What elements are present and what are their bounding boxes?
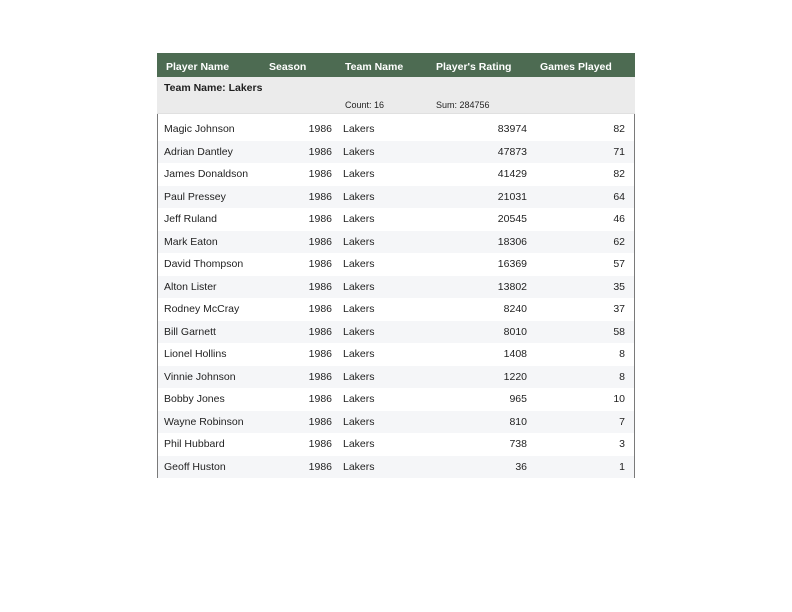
cell-season: 1986 bbox=[308, 123, 332, 136]
cell-rating: 21031 bbox=[497, 190, 527, 203]
cell-rating: 20545 bbox=[497, 213, 527, 226]
cell-season: 1986 bbox=[308, 415, 332, 428]
cell-player-name: Alton Lister bbox=[164, 280, 217, 293]
cell-player-name: Bobby Jones bbox=[164, 393, 225, 406]
cell-season: 1986 bbox=[308, 438, 332, 451]
table-row[interactable] bbox=[158, 186, 634, 209]
cell-team-name: Lakers bbox=[343, 438, 375, 451]
cell-team-name: Lakers bbox=[343, 280, 375, 293]
cell-rating: 36 bbox=[515, 460, 527, 473]
cell-season: 1986 bbox=[308, 280, 332, 293]
cell-rating: 1408 bbox=[503, 348, 527, 361]
cell-season: 1986 bbox=[308, 348, 332, 361]
report-table bbox=[157, 53, 635, 478]
table-body bbox=[157, 114, 635, 478]
group-sum: Sum: 284756 bbox=[436, 100, 490, 110]
header-row bbox=[157, 53, 635, 77]
cell-team-name: Lakers bbox=[343, 123, 375, 136]
cell-season: 1986 bbox=[308, 393, 332, 406]
group-title: Team Name: Lakers bbox=[164, 82, 263, 94]
cell-player-name: Geoff Huston bbox=[164, 460, 226, 473]
cell-team-name: Lakers bbox=[343, 190, 375, 203]
cell-rating: 16369 bbox=[497, 258, 527, 271]
cell-season: 1986 bbox=[308, 325, 332, 338]
cell-player-name: David Thompson bbox=[164, 258, 244, 271]
cell-team-name: Lakers bbox=[343, 213, 375, 226]
cell-season: 1986 bbox=[308, 460, 332, 473]
table-row[interactable] bbox=[158, 343, 634, 366]
cell-team-name: Lakers bbox=[343, 303, 375, 316]
cell-rating: 1220 bbox=[503, 370, 527, 383]
cell-player-name: Vinnie Johnson bbox=[164, 370, 236, 383]
cell-season: 1986 bbox=[308, 168, 332, 181]
cell-player-name: Lionel Hollins bbox=[164, 348, 227, 361]
cell-season: 1986 bbox=[308, 258, 332, 271]
table-row[interactable] bbox=[158, 411, 634, 434]
group-count: Count: 16 bbox=[345, 100, 385, 110]
cell-team-name: Lakers bbox=[343, 415, 375, 428]
cell-rating: 41429 bbox=[497, 168, 527, 181]
cell-games-played: 57 bbox=[613, 258, 625, 271]
cell-player-name: Phil Hubbard bbox=[164, 438, 225, 451]
cell-games-played: 82 bbox=[613, 123, 625, 136]
table-row[interactable] bbox=[158, 231, 634, 254]
column-header-player-name[interactable]: Player Name bbox=[166, 61, 230, 73]
cell-player-name: Bill Garnett bbox=[164, 325, 216, 338]
cell-player-name: Adrian Dantley bbox=[164, 145, 233, 158]
cell-team-name: Lakers bbox=[343, 348, 375, 361]
table-row[interactable] bbox=[158, 141, 634, 164]
cell-team-name: Lakers bbox=[343, 145, 375, 158]
cell-games-played: 10 bbox=[613, 393, 625, 406]
column-header-rating[interactable]: Player's Rating bbox=[436, 61, 512, 73]
cell-rating: 13802 bbox=[497, 280, 527, 293]
cell-team-name: Lakers bbox=[343, 168, 375, 181]
cell-games-played: 71 bbox=[613, 145, 625, 158]
cell-games-played: 58 bbox=[613, 325, 625, 338]
table-row[interactable] bbox=[158, 253, 634, 276]
table-row[interactable] bbox=[158, 366, 634, 389]
cell-player-name: Wayne Robinson bbox=[164, 415, 244, 428]
table-row[interactable] bbox=[158, 298, 634, 321]
cell-games-played: 62 bbox=[613, 235, 625, 248]
table-row[interactable] bbox=[158, 321, 634, 344]
cell-games-played: 82 bbox=[613, 168, 625, 181]
cell-season: 1986 bbox=[308, 370, 332, 383]
cell-games-played: 8 bbox=[619, 348, 625, 361]
cell-player-name: Mark Eaton bbox=[164, 235, 218, 248]
cell-team-name: Lakers bbox=[343, 460, 375, 473]
cell-team-name: Lakers bbox=[343, 325, 375, 338]
cell-season: 1986 bbox=[308, 145, 332, 158]
table-row[interactable] bbox=[158, 456, 634, 479]
cell-games-played: 46 bbox=[613, 213, 625, 226]
cell-season: 1986 bbox=[308, 213, 332, 226]
cell-team-name: Lakers bbox=[343, 370, 375, 383]
cell-rating: 83974 bbox=[497, 123, 527, 136]
table-row[interactable] bbox=[158, 163, 634, 186]
cell-rating: 8240 bbox=[503, 303, 527, 316]
column-header-games-played[interactable]: Games Played bbox=[540, 61, 612, 73]
cell-rating: 18306 bbox=[497, 235, 527, 248]
cell-player-name: Paul Pressey bbox=[164, 190, 226, 203]
cell-team-name: Lakers bbox=[343, 258, 375, 271]
cell-player-name: Rodney McCray bbox=[164, 303, 240, 316]
cell-team-name: Lakers bbox=[343, 393, 375, 406]
column-header-season[interactable]: Season bbox=[269, 61, 307, 73]
table-row[interactable] bbox=[158, 208, 634, 231]
cell-player-name: Jeff Ruland bbox=[164, 213, 217, 226]
cell-games-played: 37 bbox=[613, 303, 625, 316]
table-row[interactable] bbox=[158, 118, 634, 141]
cell-team-name: Lakers bbox=[343, 235, 375, 248]
cell-season: 1986 bbox=[308, 190, 332, 203]
cell-season: 1986 bbox=[308, 235, 332, 248]
cell-player-name: James Donaldson bbox=[164, 168, 249, 181]
cell-player-name: Magic Johnson bbox=[164, 123, 235, 136]
column-header-team-name[interactable]: Team Name bbox=[345, 61, 404, 73]
cell-games-played: 3 bbox=[619, 438, 625, 451]
group-header bbox=[157, 77, 635, 114]
cell-games-played: 64 bbox=[613, 190, 625, 203]
cell-rating: 47873 bbox=[497, 145, 527, 158]
cell-games-played: 35 bbox=[613, 280, 625, 293]
cell-games-played: 8 bbox=[619, 370, 625, 383]
cell-season: 1986 bbox=[308, 303, 332, 316]
cell-games-played: 1 bbox=[619, 460, 625, 473]
cell-games-played: 7 bbox=[619, 415, 625, 428]
table-row[interactable] bbox=[158, 388, 634, 411]
cell-rating: 8010 bbox=[503, 325, 527, 338]
cell-rating: 738 bbox=[509, 438, 527, 451]
table-row[interactable] bbox=[158, 276, 634, 299]
cell-rating: 810 bbox=[509, 415, 527, 428]
cell-rating: 965 bbox=[509, 393, 527, 406]
table-row[interactable] bbox=[158, 433, 634, 456]
